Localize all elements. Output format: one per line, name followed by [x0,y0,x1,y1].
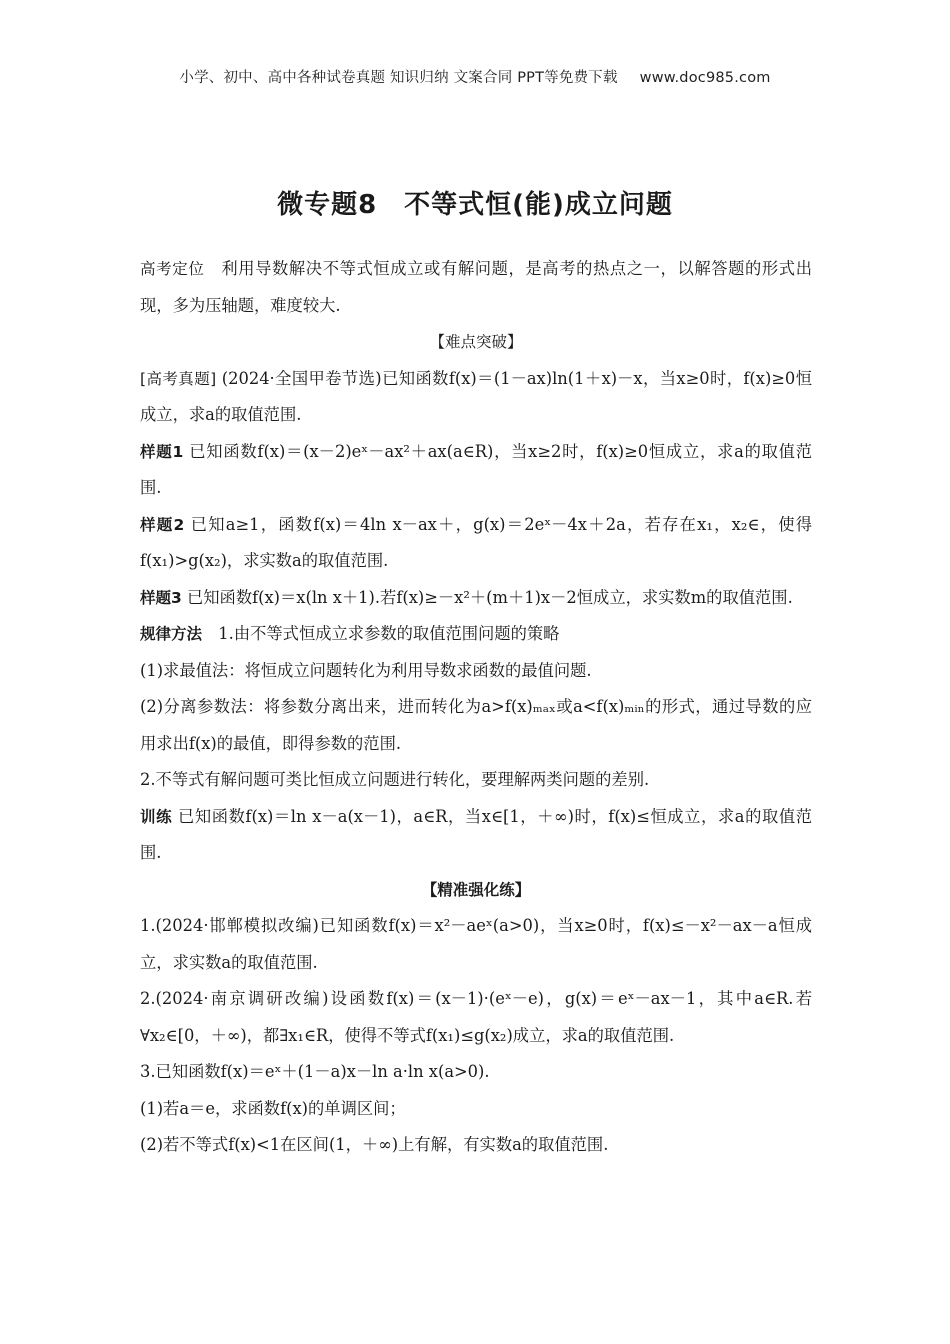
question-1: 1.(2024·邯郸模拟改编)已知函数f(x)＝x²－aeˣ(a>0)，当x≥0时，f(x)≤－x²－ax－a恒成立，求实数a的取值范围. [140,916,812,972]
example-3 [140,580,812,617]
section-heading-difficulty: 【难点突破】 [429,333,523,351]
document-body [140,251,812,1164]
section-heading-practice: 【精准强化练】 [421,880,531,899]
training-text: 已知函数f(x)＝ln x－a(x－1)，a∈R，当x∈[1，＋∞)时，f(x)≤恒成立，求a的取值范围. [140,806,812,862]
example-3-text: 已知函数f(x)＝x(ln x＋1).若f(x)≥－x²＋(m＋1)x－2恒成立，求实数m的取值范围. [181,587,793,607]
intro-paragraph [140,251,812,324]
intro-text: 利用导数解决不等式恒成立或有解问题，是高考的热点之一，以解答题的形式出现，多为压轴题，难度较大. [140,259,812,315]
method-line-3: (2)分离参数法：将参数分离出来，进而转化为a>f(x)ₘₐₓ或a<f(x)ₘᵢₙ的形式，通过导数的应用求出f(x)的最值，即得参数的范围. [140,697,812,753]
example-1 [140,434,812,507]
method-line-4: 2.不等式有解问题可类比恒成立问题进行转化，要理解两类问题的差别. [140,770,650,789]
method-line-1-text: 1.由不等式恒成立求参数的取值范围问题的策略 [202,624,560,643]
intro-label: 高考定位 [140,260,205,278]
question-3-part-1: (1)若a＝e，求函数f(x)的单调区间； [140,1098,406,1118]
training-problem [140,799,812,872]
example-1-label: 样题1 [140,442,184,461]
gaokao-label: [高考真题] [140,369,217,388]
page-title: 微专题8 不等式恒(能)成立问题 [277,190,673,220]
method-label: 规律方法 [140,625,203,643]
header-site-link[interactable]: www.doc985.com [639,70,771,86]
question-3-stem: 3.已知函数f(x)＝eˣ＋(1－a)x－ln a·ln x(a>0). [140,1062,490,1081]
example-2-label: 样题2 [140,515,185,534]
header-text: 小学、初中、高中各种试卷真题 知识归纳 文案合同 PPT等免费下载 [179,70,618,86]
question-3-part-2: (2)若不等式f(x)<1在区间(1，＋∞)上有解，有实数a的取值范围. [140,1135,609,1154]
example-3-label: 样题3 [140,588,182,607]
example-2-text: 已知a≥1，函数f(x)＝4ln x－ax＋，g(x)＝2eˣ－4x＋2a，若存在x₁，x₂∈，使得f(x₁)>g(x₂)，求实数a的取值范围. [140,514,813,570]
gaokao-text: (2024·全国甲卷节选)已知函数f(x)＝(1－ax)ln(1＋x)－x，当x≥0时，f(x)≥0恒成立，求a的取值范围. [140,368,812,424]
method-line-1 [140,616,812,653]
example-1-text: 已知函数f(x)＝(x－2)eˣ－ax²＋ax(a∈R)，当x≥2时，f(x)≥0恒成立，求a的取值范围. [140,441,812,497]
question-2: 2.(2024·南京调研改编)设函数f(x)＝(x－1)·(eˣ－e)，g(x)＝eˣ－ax－1，其中a∈R.若∀x₂∈[0，＋∞)，都∃x₁∈R，使得不等式f(x₁)≤g(x₂)成立，求a的取值范围. [140,989,812,1045]
page-header [0,66,950,87]
gaokao-problem [140,361,812,434]
method-line-2: (1)求最值法：将恒成立问题转化为利用导数求函数的最值问题. [140,660,592,680]
example-2 [140,507,812,580]
training-label: 训练 [140,807,173,826]
